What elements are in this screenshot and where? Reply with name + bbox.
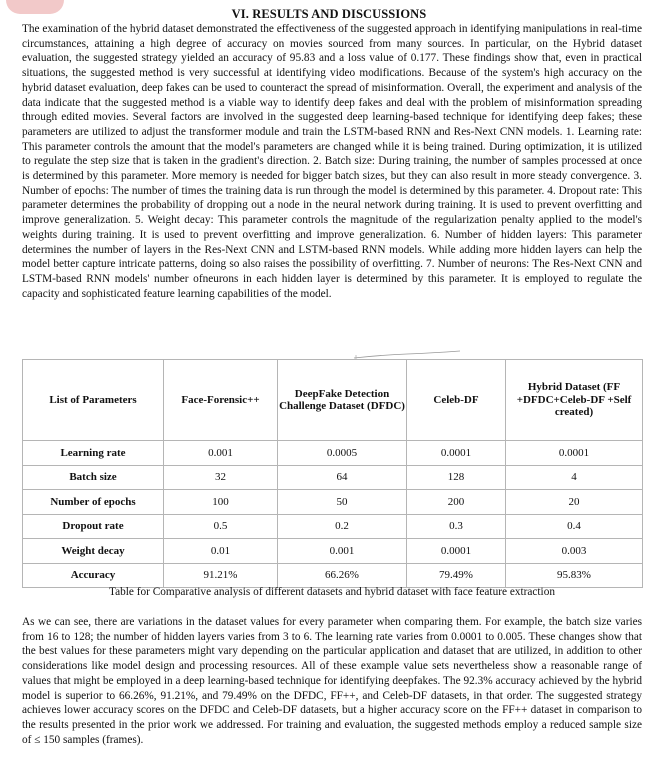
table-row <box>23 490 643 515</box>
table-cell: 0.4 <box>506 514 643 539</box>
table-cell: 91.21% <box>164 563 278 588</box>
table-cell: 32 <box>164 465 278 490</box>
comparison-table-container <box>22 359 642 582</box>
table-cell: 64 <box>278 465 407 490</box>
table-cell: 0.2 <box>278 514 407 539</box>
table-caption: Table for Comparative analysis of different datasets and hybrid dataset with face feature extraction <box>109 586 555 598</box>
comparison-table <box>22 359 643 588</box>
table-cell: 0.01 <box>164 539 278 564</box>
table-cell: 0.003 <box>506 539 643 564</box>
section-heading: VI. RESULTS AND DISCUSSIONS <box>231 7 427 21</box>
table-cell: 0.0001 <box>506 441 643 466</box>
table-header-row <box>23 360 643 441</box>
table-row <box>23 441 643 466</box>
table-cell: 200 <box>407 490 506 515</box>
table-row <box>23 514 643 539</box>
table-row <box>23 563 643 588</box>
row-label: Learning rate <box>23 441 164 466</box>
results-paragraph: The examination of the hybrid dataset demonstrated the effectiveness of the suggested approach in identifying manipulations in real-time circumstances, attaining a high degree of accuracy on movies sourced from many sources. In particular, on the Hybrid dataset evaluation, the suggested strategy yielded an accuracy of 95.83 and a loss value of 0.177. These findings show that, even in practical situations, the suggested method is very successful at identifying video modifications. Because of the system's high accuracy on the hybrid dataset evaluation, deep fakes can be used to counteract the spread of misinformation. Overall, the experiment and analysis of the data indicate that the suggested method is a viable way to identify deep fakes and deal with the problem of misinformation spreading through edited movies. Several factors are involved in the suggested deep learning-based technique for identifying deep fakes; these parameters are utilized to adjust the transformer module and train the LSTM-based RNN and Res-Next CNN models. 1. Learning rate: This parameter controls the amount that the model's parameters are changed while it is being trained. During optimization, it is utilized to regulate the step size that is taken in the gradient's direction. 2. Batch size: During training, the number of samples processed at once is determined by this parameter. More memory is needed for bigger batch sizes, but they can also result in more steady convergence. 3. Number of epochs: The number of times the training data is run through the model is determined by this parameter. 4. Dropout rate: This parameter determines the probability of dropping out a node in the neural network during training. It is used to prevent overfitting and improve generalization. 5. Weight decay: This parameter controls the magnitude of the regularization penalty applied to the model's weights during training. It is used to prevent overfitting and improve generalization. 6. Number of hidden layers: This parameter determines the number of layers in the Res-Next CNN and LSTM-based RNN models. While adding more hidden layers can help the model better capture intricate patterns, doing so also raises the possibility of overfitting. 7. Number of neurons: The Res-Next CNN and LSTM-based RNN models' number ofneurons in each hidden layer is determined by this parameter. It is employed to regulate the capacity and sophisticated feature learning capabilities of the model. <box>22 23 642 300</box>
header-cell: DeepFake Detection Challenge Dataset (DFDC) <box>278 360 407 441</box>
table-row <box>23 539 643 564</box>
header-cell: Face-Forensic++ <box>164 360 278 441</box>
table-cell: 128 <box>407 465 506 490</box>
table-cell: 0.5 <box>164 514 278 539</box>
row-label: Weight decay <box>23 539 164 564</box>
table-cell: 0.0001 <box>407 539 506 564</box>
table-row <box>23 465 643 490</box>
table-cell: 0.0005 <box>278 441 407 466</box>
discussion-paragraph: As we can see, there are variations in the dataset values for every parameter when comparing them. For example, the batch size varies from 16 to 128; the number of hidden layers varies from 3 to 6. The learning rate varies from 0.0001 to 0.005. These changes show that the best values for these parameters might vary depending on the particular application and dataset that are utilized, in addition to other considerations like model design and processing resources. All of these example value sets nevertheless show a reasonable range of values that might be employed in a deep learning-based technique for identifying deepfakes. The 92.3% accuracy achieved by the hybrid model is superior to 66.26%, 91.21%, and 79.49% on the DFDC, FF++, and Celeb-DF datasets, in that order. The suggested strategy achieves lower accuracy scores on the DFDC and Celeb-DF datasets, but a higher accuracy score on the FF++ dataset in comparison to the results presented in the prior work we addressed. For training and evaluation, the suggested methods employ a reduced sample size of ≤ 150 samples (frames). <box>22 616 642 746</box>
row-label: Batch size <box>23 465 164 490</box>
header-cell: Hybrid Dataset (FF +DFDC+Celeb-DF +Self created) <box>506 360 643 441</box>
table-cell: 20 <box>506 490 643 515</box>
table-cell: 0.001 <box>278 539 407 564</box>
table-cell: 50 <box>278 490 407 515</box>
table-cell: 0.0001 <box>407 441 506 466</box>
table-cell: 0.3 <box>407 514 506 539</box>
row-label: Dropout rate <box>23 514 164 539</box>
row-label: Number of epochs <box>23 490 164 515</box>
header-cell: List of Parameters <box>23 360 164 441</box>
row-label: Accuracy <box>23 563 164 588</box>
table-cell: 79.49% <box>407 563 506 588</box>
table-cell: 4 <box>506 465 643 490</box>
table-cell: 66.26% <box>278 563 407 588</box>
table-cell: 100 <box>164 490 278 515</box>
header-cell: Celeb-DF <box>407 360 506 441</box>
table-cell: 95.83% <box>506 563 643 588</box>
table-cell: 0.001 <box>164 441 278 466</box>
